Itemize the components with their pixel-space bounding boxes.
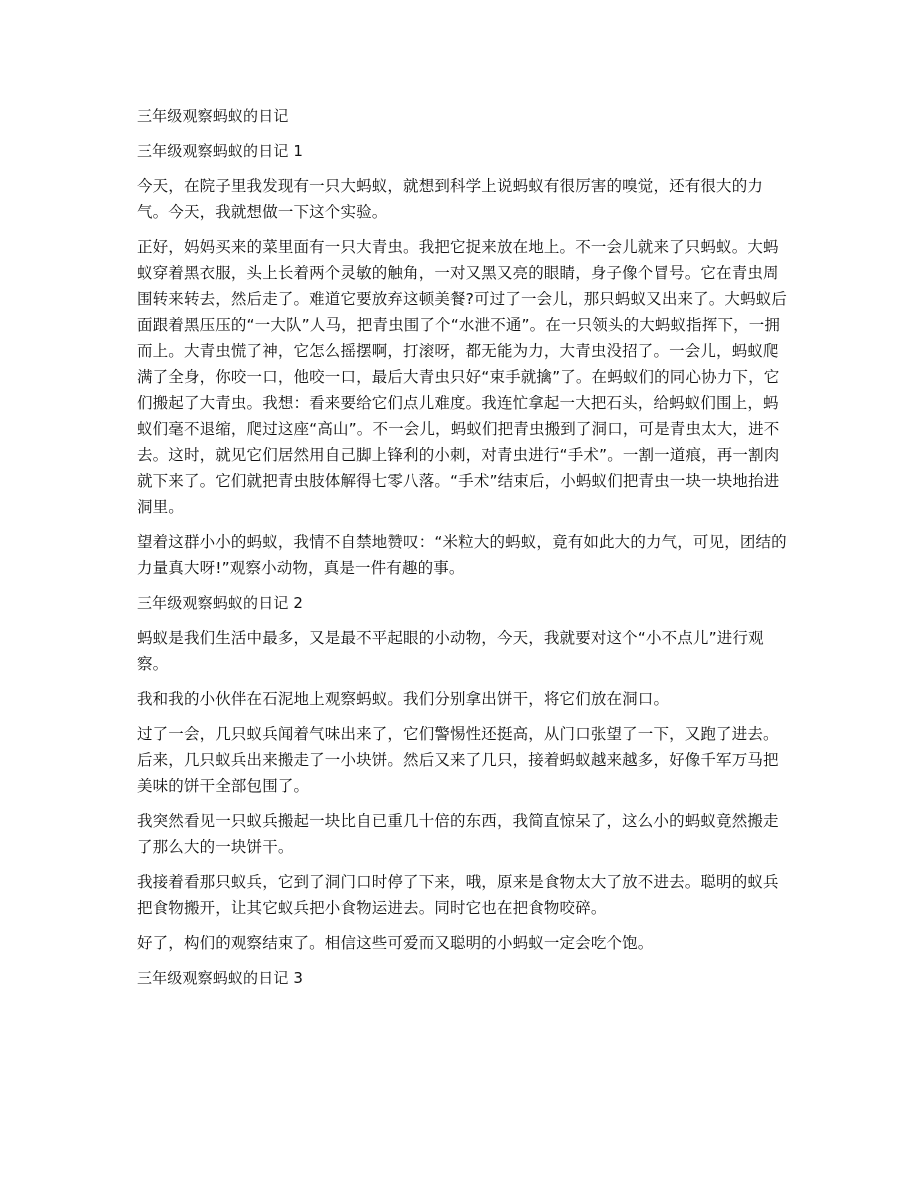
entry-2-paragraph: 好了，构们的观察结束了。相信这些可爱而又聪明的小蚂蚁一定会吃个饱。 xyxy=(137,934,654,952)
entry-1-paragraph: 今天，在院子里我发现有一只大蚂蚁，就想到科学上说蚂蚁有很厉害的嗅觉，还有很大的力气。今天，我就想做一下这个实验。 xyxy=(137,177,764,221)
entry-2-paragraph: 蚂蚁是我们生活中最多，又是最不平起眼的小动物，今天，我就要对这个“小不点儿”进行观察。 xyxy=(137,629,764,673)
entry-2-paragraph: 我接着看那只蚁兵，它到了洞门口时停了下来，哦，原来是食物太大了放不进去。聪明的蚁兵把食物搬开，让其它蚁兵把小食物运进去。同时它也在把食物咬碎。 xyxy=(137,873,779,917)
entry-1-paragraph: 望着这群小小的蚂蚁，我情不自禁地赞叹：“米粒大的蚂蚁，竟有如此大的力气，可见，团结的力量真大呀!”观察小动物，真是一件有趣的事。 xyxy=(137,533,787,577)
entry-3-heading: 三年级观察蚂蚁的日记 3 xyxy=(137,969,304,987)
entry-2-paragraph: 过了一会，几只蚁兵闻着气味出来了，它们警惕性还挺高，从门口张望了一下，又跑了进去。后来，几只蚁兵出来搬走了一小块饼。然后又来了几只，接着蚂蚁越来越多，好像千军万马把美味的饼干全部包围了。 xyxy=(137,725,779,795)
entry-2-paragraph: 我和我的小伙伴在石泥地上观察蚂蚁。我们分别拿出饼干，将它们放在洞口。 xyxy=(137,690,670,708)
entry-1-paragraph: 正好，妈妈买来的菜里面有一只大青虫。我把它捉来放在地上。不一会儿就来了只蚂蚁。大蚂蚁穿着黑衣服，头上长着两个灵敏的触角，一对又黑又亮的眼睛，身子像个冒号。它在青虫周围转来转去，然后走了。难道它要放弃这顿美餐?可过了一会儿，那只蚂蚁又出来了。大蚂蚁后面跟着黑压压的“一大队”人马，把青虫围了个“水泄不通”。在一只领头的大蚂蚁指挥下，一拥而上。大青虫慌了神，它怎么摇摆啊，打滚呀，都无能为力，大青虫没招了。一会儿，蚂蚁爬满了全身，你咬一口，他咬一口，最后大青虫只好“束手就擒”了。在蚂蚁们的同心协力下，它们搬起了大青虫。我想：看来要给它们点儿难度。我连忙拿起一大把石头，给蚂蚁们围上，蚂蚁们毫不退缩，爬过这座“高山”。不一会儿，蚂蚁们把青虫搬到了洞口，可是青虫太大，进不去。这时，就见它们居然用自己脚上锋利的小刺，对青虫进行“手术”。一割一道痕，再一割肉就下来了。它们就把青虫肢体解得七零八落。“手术”结束后，小蚂蚁们把青虫一块一块地抬进洞里。 xyxy=(137,238,788,516)
entry-2-heading: 三年级观察蚂蚁的日记 2 xyxy=(137,594,304,612)
entry-1-heading: 三年级观察蚂蚁的日记 1 xyxy=(137,142,304,160)
document-title: 三年级观察蚂蚁的日记 xyxy=(137,107,289,125)
entry-2-paragraph: 我突然看见一只蚁兵搬起一块比自已重几十倍的东西，我简直惊呆了，这么小的蚂蚁竟然搬走了那么大的一块饼干。 xyxy=(137,812,779,856)
